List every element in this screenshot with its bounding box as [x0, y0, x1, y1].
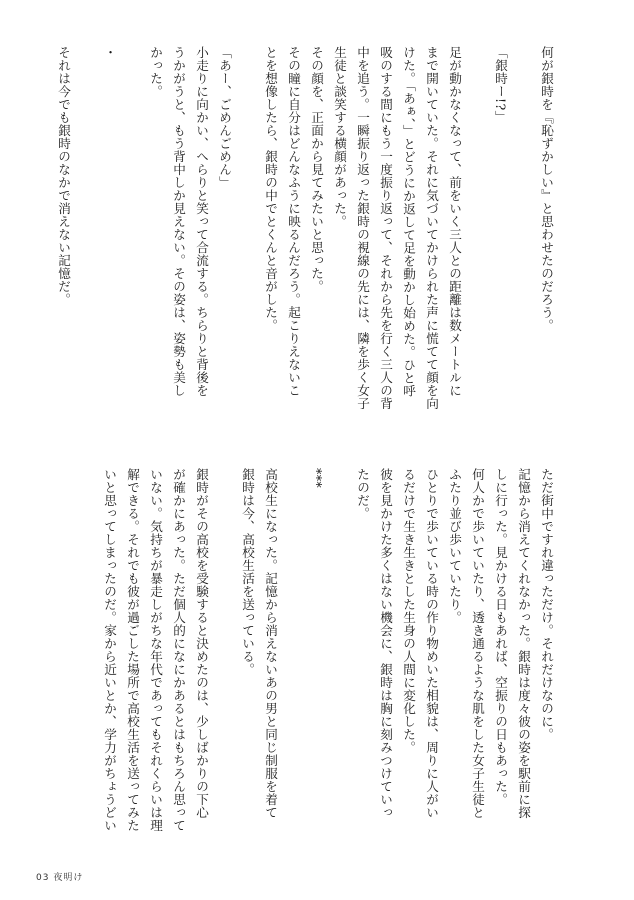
lower-text-block	[78, 468, 558, 840]
text-line: いない。気持ちが暴走しがちな年代であってもそれくらいは理	[148, 468, 163, 832]
text-line: とを想像したら、銀時の中でとくんと音がした。	[263, 46, 278, 332]
text-line	[121, 46, 144, 418]
text-line: 何が銀時を『恥ずかしい』と思わせたのだろう。	[539, 46, 554, 332]
text-line: 中を追う。一瞬振り返った銀時の視線の先には、隣を歩く女子	[355, 46, 370, 410]
text-line: うかがうと、もう背中しか見えない。その姿は、姿勢も美し	[171, 46, 186, 397]
text-line: ふたり並び歩いていたり。	[447, 468, 462, 624]
text-line: かった。	[148, 46, 163, 98]
text-line: 解できる。それでも彼が過ごした場所で高校生活を送ってみた	[125, 468, 140, 832]
text-line	[236, 46, 259, 418]
text-line	[75, 46, 98, 418]
text-line: それは今でも銀時のなかで消えない記憶だ。	[56, 46, 71, 306]
text-line: その顔を、正面から見てみたいと思った。	[309, 46, 324, 293]
text-line: 何人かで歩いていたり、透き通るような肌をした女子生徒と	[470, 468, 485, 819]
text-line: ひとりで歩いている時の作り物めいた相貌は、周りに人がい	[424, 468, 439, 819]
text-line: 「あー、ごめんごめん」	[217, 46, 232, 189]
text-line	[282, 468, 305, 840]
text-line: 記憶から消えてくれなかった。銀時は度々彼の姿を駅前に探	[516, 468, 531, 819]
text-line: けた。「あぁ、」とどうにか返して足を動かし始めた。ひと呼	[401, 46, 416, 398]
text-line: 「銀時ー!?」	[493, 46, 508, 124]
text-line: ・	[102, 46, 117, 59]
text-line: 生徒と談笑する横顔があった。	[332, 46, 347, 228]
text-line: ただ街中ですれ違っただけ。それだけなのに。	[539, 468, 554, 741]
text-line: しに行った。見かける日もあれば、空振りの日もあった。	[493, 468, 508, 806]
text-line	[328, 468, 351, 840]
text-line: たのだ。	[355, 468, 370, 520]
text-line: 吸のする間にもう一度振り返って、それから先を行く三人の背	[378, 46, 393, 410]
text-line: まで開いていた。それに気づいてかけられた声に慌てて顔を向	[424, 46, 439, 410]
text-line: 小走りに向かい、へらりと笑って合流する。ちらりと背後を	[194, 46, 209, 397]
upper-text-block	[56, 46, 558, 418]
page-footer: 03 夜明け	[36, 873, 84, 883]
text-line: が確かにあった。ただ個人的になにかあるとはもちろん思って	[171, 468, 186, 832]
text-line	[466, 46, 489, 418]
text-line	[213, 468, 236, 840]
text-line: 彼を見かけた多くはない機会に、銀時は胸に刻みつけていっ	[378, 468, 393, 819]
text-line: 銀時がその高校を受験すると決めたのは、少しばかりの下心	[194, 468, 209, 819]
text-line: その瞳に自分はどんなふうに映るんだろう。起こりえないこ	[286, 46, 301, 397]
text-line: るだけで生き生きとした生身の人間に変化した。	[401, 468, 416, 754]
text-line: 高校生になった。記憶から消えないあの男と同じ制服を着て	[263, 468, 278, 819]
text-line: いと思ってしまったのだ。家から近いとか、学力がちょうどい	[102, 468, 117, 832]
text-line: 銀時は今、高校生活を送っている。	[240, 468, 255, 676]
text-line	[512, 46, 535, 418]
text-line: 足が動かなくなって、前をいく三人との距離は数メートルに	[447, 46, 462, 397]
text-line: ***	[309, 468, 324, 489]
